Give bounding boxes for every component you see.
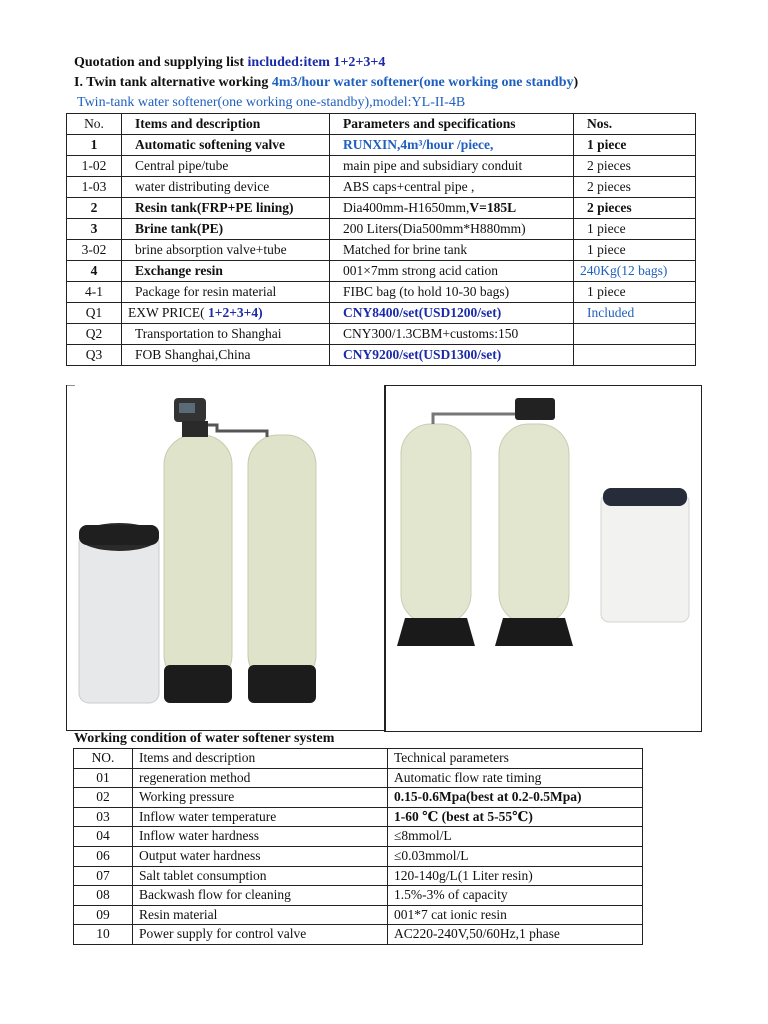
table-row [74,827,643,847]
table-row [67,198,696,219]
row-item [122,303,330,324]
table-header-row [67,114,696,135]
row-nos: Included [574,303,696,324]
table-row [67,177,696,198]
row-item: Transportation to Shanghai [122,324,330,345]
row-item: Resin material [133,905,388,925]
row-no: 4-1 [67,282,122,303]
table-row [67,261,696,282]
row-no: 07 [74,866,133,886]
quotation-title [74,55,385,71]
row-param: RUNXIN,4m³/hour /piece, [330,135,574,156]
row-item: Backwash flow for cleaning [133,886,388,906]
row-nos [574,324,696,345]
table-row [67,324,696,345]
row-nos: 2 pieces [574,156,696,177]
row-item: water distributing device [122,177,330,198]
brine-tank-shape [601,494,689,622]
row-no: Q1 [67,303,122,324]
header-cell: Nos. [574,114,696,135]
control-valve-shape [515,398,555,420]
table-row [67,282,696,303]
header-cell: No. [67,114,122,135]
quotation-title-prefix: Quotation and supplying list [74,55,248,70]
header-cell: Items and description [122,114,330,135]
row-no: 4 [67,261,122,282]
row-no: 1 [67,135,122,156]
resin-tank-1-base [164,665,232,703]
row-no: 2 [67,198,122,219]
table-row [74,925,643,945]
resin-tank-b-shape [499,424,569,624]
row-param: CNY300/1.3CBM+customs:150 [330,324,574,345]
row-nos: 2 pieces [574,198,696,219]
row-item: Central pipe/tube [122,156,330,177]
row-param: 200 Liters(Dia500mm*H880mm) [330,219,574,240]
table-row [67,240,696,261]
row-param: CNY8400/set(USD1200/set) [330,303,574,324]
row-nos [574,345,696,366]
row-nos: 240Kg(12 bags) [574,261,696,282]
row-param: Matched for brine tank [330,240,574,261]
section-title-end: ) [573,75,579,90]
resin-tank-2-base [248,665,316,703]
row-item: brine absorption valve+tube [122,240,330,261]
row-param: 1-60 ℃ (best at 5-55℃) [388,807,643,827]
softener-photo-left [67,385,385,730]
row-item: Resin tank(FRP+PE lining) [122,198,330,219]
photo-right-frame [384,385,702,732]
photo-left-frame [66,385,386,731]
row-no: 3-02 [67,240,122,261]
row-no: 04 [74,827,133,847]
brine-tank-lid [603,488,687,506]
header-cell: NO. [74,749,133,769]
table-row [74,905,643,925]
row-item-prefix: EXW PRICE( [128,305,208,320]
row-no: 03 [74,807,133,827]
table-row [74,846,643,866]
row-param: ABS caps+central pipe , [330,177,574,198]
resin-tank-b-base [495,618,573,646]
resin-tank-a-shape [401,424,471,624]
row-nos: 1 piece [574,219,696,240]
row-item: Brine tank(PE) [122,219,330,240]
row-no: Q3 [67,345,122,366]
section-title [74,75,578,91]
row-no: 02 [74,788,133,808]
row-param: AC220-240V,50/60Hz,1 phase [388,925,643,945]
quotation-title-suffix: included:item 1+2+3+4 [247,55,386,70]
row-param: 1.5%-3% of capacity [388,886,643,906]
row-param: ≤0.03mmol/L [388,846,643,866]
header-cell: Technical parameters [388,749,643,769]
row-param: main pipe and subsidiary conduit [330,156,574,177]
row-param: ≤8mmol/L [388,827,643,847]
table-row [67,303,696,324]
row-param: CNY9200/set(USD1300/set) [330,345,574,366]
section-title-mid: 4m3/hour water softener(one working one standby [271,75,574,90]
table-row [74,807,643,827]
row-nos: 2 pieces [574,177,696,198]
table-row [74,886,643,906]
row-param: FIBC bag (to hold 10-30 bags) [330,282,574,303]
row-param: 001×7mm strong acid cation [330,261,574,282]
section-title-prefix: I. Twin tank alternative working [74,75,272,90]
row-item-items: 1+2+3+4) [208,305,263,320]
row-item: Inflow water temperature [133,807,388,827]
brine-tank-shape [79,533,159,703]
resin-tank-2-shape [248,435,316,685]
quotation-table [66,113,696,366]
softener-photo-right [385,386,701,731]
row-item: regeneration method [133,768,388,788]
row-item: FOB Shanghai,China [122,345,330,366]
row-item: Exchange resin [122,261,330,282]
table-row [74,768,643,788]
working-condition-title: Working condition of water softener system [74,731,335,746]
row-param: 0.15-0.6Mpa(best at 0.2-0.5Mpa) [388,788,643,808]
table-row [67,219,696,240]
resin-tank-1-shape [164,435,232,685]
row-no: 08 [74,886,133,906]
row-no: Q2 [67,324,122,345]
row-no: 1-02 [67,156,122,177]
row-item: Output water hardness [133,846,388,866]
row-no: 09 [74,905,133,925]
row-nos: 1 piece [574,240,696,261]
resin-tank-a-base [397,618,475,646]
table-row [67,345,696,366]
row-nos: 1 piece [574,135,696,156]
row-no: 06 [74,846,133,866]
table-row [67,135,696,156]
table-row [74,788,643,808]
row-no: 10 [74,925,133,945]
row-item: Inflow water hardness [133,827,388,847]
row-item: Power supply for control valve [133,925,388,945]
table-row [67,156,696,177]
row-param-dims: Dia400mm-H1650mm, [343,200,470,215]
row-param [330,198,574,219]
row-item: Package for resin material [122,282,330,303]
row-item: Salt tablet consumption [133,866,388,886]
row-no: 3 [67,219,122,240]
row-param-volume: V=185L [469,200,517,215]
row-no: 01 [74,768,133,788]
table-header-row [74,749,643,769]
header-cell: Parameters and specifications [330,114,574,135]
row-param: Automatic flow rate timing [388,768,643,788]
row-param: 001*7 cat ionic resin [388,905,643,925]
header-cell: Items and description [133,749,388,769]
working-condition-table [73,748,643,945]
row-nos: 1 piece [574,282,696,303]
row-item: Automatic softening valve [122,135,330,156]
model-line: Twin-tank water softener(one working one-standby),model:YL-II-4B [77,95,466,110]
row-item: Working pressure [133,788,388,808]
row-no: 1-03 [67,177,122,198]
table-row [74,866,643,886]
row-param: 120-140g/L(1 Liter resin) [388,866,643,886]
